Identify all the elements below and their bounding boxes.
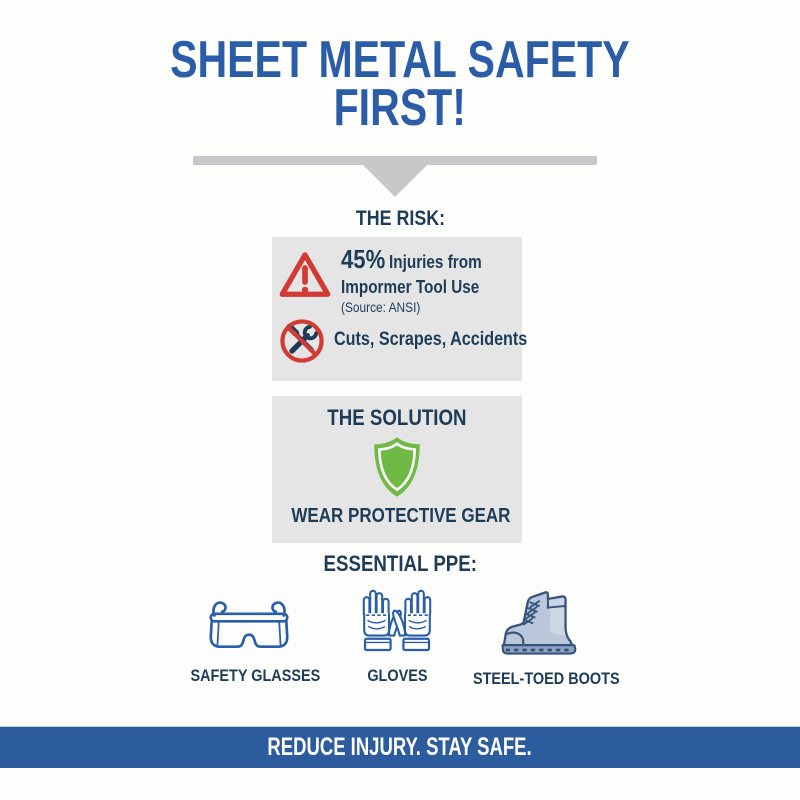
ppe-item-steel-toed-boots xyxy=(460,587,620,689)
steel-toed-boots-icon xyxy=(495,587,585,661)
stat-value: 45% xyxy=(341,244,386,274)
gloves-icon xyxy=(357,586,437,658)
risk-hazards-text: Cuts, Scrapes, Accidents xyxy=(334,329,528,350)
no-tools-icon xyxy=(279,317,325,365)
ppe-item-gloves xyxy=(327,586,467,686)
solution-heading: THE SOLUTION xyxy=(327,405,467,430)
risk-panel xyxy=(272,237,528,381)
warning-triangle-icon xyxy=(277,249,333,301)
ppe-label-steel-toed-boots: STEEL-TOED BOOTS xyxy=(472,669,620,688)
footer-banner xyxy=(0,726,800,768)
solution-text: WEAR PROTECTIVE GEAR xyxy=(291,505,511,527)
solution-panel xyxy=(272,396,522,543)
footer-text: REDUCE INJURY. STAY SAFE. xyxy=(267,733,533,761)
stat-text-line2: Impormer Tool Use xyxy=(341,277,480,297)
risk-section-heading: THE RISK: xyxy=(355,207,445,230)
stat-text-line1: Injuries from xyxy=(389,252,482,272)
ppe-label-gloves: GLOVES xyxy=(366,666,428,685)
page-title xyxy=(0,31,800,137)
arrow-down-icon xyxy=(363,165,427,197)
risk-statistic xyxy=(341,246,507,315)
title-line-1: SHEET METAL SAFETY xyxy=(170,31,630,89)
safety-glasses-icon xyxy=(200,596,298,660)
ppe-label-safety-glasses: SAFETY GLASSES xyxy=(190,666,321,685)
ppe-item-safety-glasses xyxy=(179,596,319,686)
title-line-2: FIRST! xyxy=(333,79,467,137)
shield-icon xyxy=(369,434,425,500)
stat-source: (Source: ANSI) xyxy=(341,299,421,315)
divider-bar xyxy=(193,156,597,165)
ppe-section-heading: ESSENTIAL PPE: xyxy=(323,551,477,576)
